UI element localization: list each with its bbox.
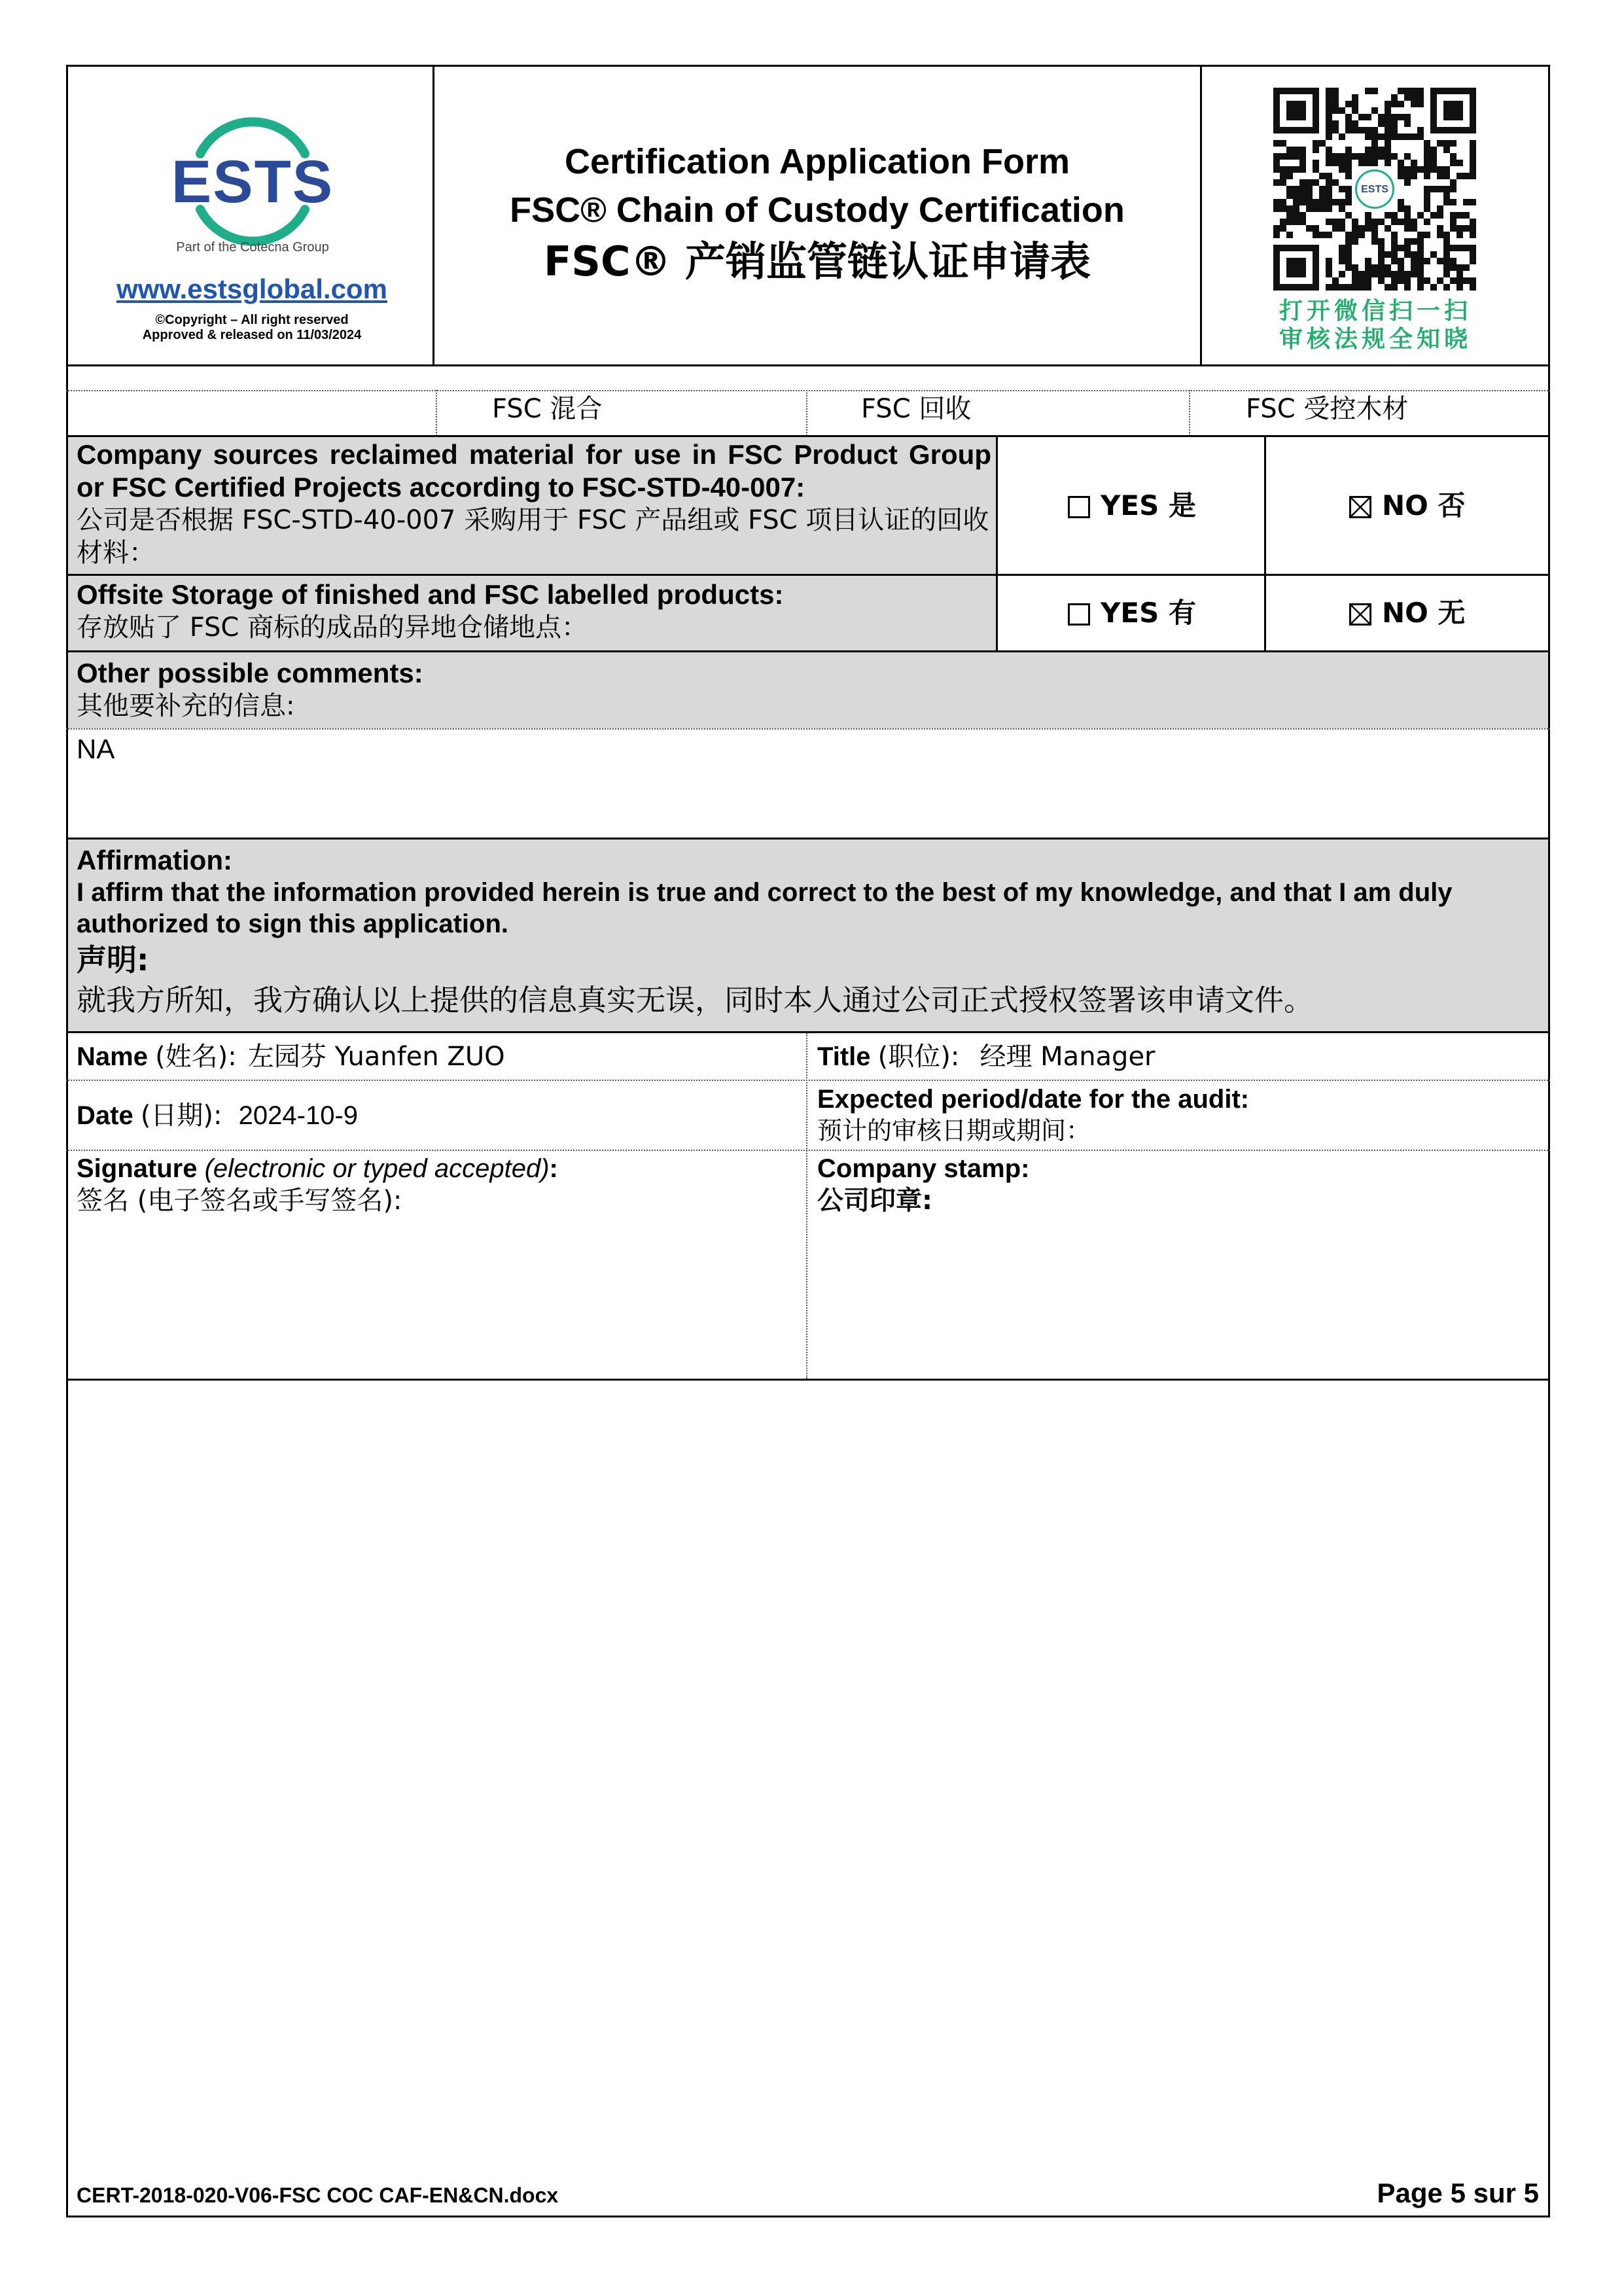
audit-label: Expected period/date for the audit: [817, 1085, 1250, 1114]
title-label-cn: (职位): [877, 1042, 960, 1072]
title-value: 经理 Manager [980, 1042, 1156, 1072]
reclaimed-divider-2 [1264, 435, 1266, 652]
comments-label-cn: 其他要补充的信息: [77, 691, 295, 721]
reclaimed-no-checkbox[interactable] [1349, 496, 1371, 518]
claim-fsc-recycled: FSC 回收 [861, 394, 972, 424]
claims-top-border [66, 390, 1550, 391]
ests-logo [164, 105, 341, 262]
title-line-3: FSC® 产销监管链认证申请表 [543, 238, 1091, 285]
qr-caption-2: 审核法规全知晓 [1279, 326, 1472, 353]
signature-label: Signature [77, 1154, 198, 1183]
date-label-cn: (日期): [140, 1101, 222, 1131]
claims-divider-2 [806, 390, 807, 436]
title-line-1: Certification Application Form [564, 142, 1070, 181]
offsite-no-checkbox[interactable] [1349, 603, 1371, 626]
affirmation-label-cn: 声明: [77, 942, 149, 978]
name-value: 左园芬 Yuanfen ZUO [247, 1042, 505, 1072]
reclaimed-label-cn: 公司是否根据 FSC-STD-40-007 采购用于 FSC 产品组或 FSC 项目认证的回收材料： [77, 505, 989, 568]
header-divider-right [1200, 65, 1202, 366]
signoff-center-divider [806, 1033, 807, 1379]
offsite-label-en: Offsite Storage of finished and FSC labelled products: [77, 579, 784, 610]
signoff-row1-divider [66, 1080, 1550, 1081]
header-bottom-border [66, 364, 1550, 366]
stamp-field[interactable] [817, 1153, 1030, 1217]
footer-page-number: Page 5 sur 5 [1377, 2178, 1539, 2208]
claim-fsc-controlled-wood: FSC 受控木材 [1246, 394, 1409, 424]
claims-divider-3 [1189, 390, 1190, 436]
reclaimed-no-label: NO 否 [1382, 489, 1466, 521]
affirmation-bottom-border [66, 1031, 1550, 1033]
audit-label-cn: 预计的审核日期或期间： [817, 1116, 1091, 1145]
signature-colon: : [549, 1154, 558, 1183]
comments-label-en: Other possible comments: [77, 658, 423, 688]
logo-tagline: Part of the Cotecna Group [176, 240, 329, 255]
name-label-cn: (姓名): [155, 1042, 237, 1072]
reclaimed-no-option[interactable] [1349, 489, 1465, 522]
date-field[interactable] [77, 1099, 358, 1132]
signature-field[interactable] [77, 1153, 558, 1217]
reclaimed-yes-label: YES 是 [1101, 489, 1196, 521]
offsite-no-label: NO 无 [1382, 597, 1466, 629]
signature-note: (electronic or typed accepted) [204, 1154, 550, 1183]
affirmation-text-cn: 就我方所知，我方确认以上提供的信息真实无误，同时本人通过公司正式授权签署该申请文件。 [77, 983, 1314, 1017]
signature-label-line [77, 1153, 558, 1184]
date-value: 2024-10-9 [238, 1101, 359, 1130]
signoff-row2-divider [66, 1150, 1550, 1151]
stamp-label: Company stamp: [817, 1154, 1030, 1183]
stamp-label-cn: 公司印章: [817, 1186, 932, 1216]
logo-wordmark: ESTS [171, 149, 334, 215]
qr-caption-1: 打开微信扫一扫 [1279, 298, 1472, 325]
qr-center-badge [1355, 169, 1394, 209]
page-frame [66, 65, 1550, 2217]
approved-text: Approved & released on 11/03/2024 [142, 328, 362, 342]
offsite-yes-label: YES 有 [1101, 597, 1196, 629]
copyright-text: ©Copyright – All right reserved [155, 313, 349, 327]
reclaimed-divider-1 [996, 435, 998, 652]
signoff-bottom-border [66, 1379, 1550, 1381]
website-link[interactable]: www.estsglobal.com [116, 274, 387, 304]
form-title [434, 137, 1200, 289]
comments-divider [66, 728, 1550, 730]
date-label: Date [77, 1101, 133, 1130]
title-line-2: FSC® Chain of Custody Certification [510, 190, 1125, 230]
offsite-no-option[interactable] [1349, 597, 1465, 629]
audit-date-field[interactable] [817, 1084, 1249, 1146]
comments-label [77, 657, 1536, 722]
offsite-label [77, 578, 991, 644]
qr-badge-text: ESTS [1361, 184, 1388, 195]
title-field[interactable] [817, 1040, 1156, 1073]
offsite-label-cn: 存放贴了 FSC 商标的成品的异地仓储地点： [77, 612, 588, 643]
offsite-yes-option[interactable] [1068, 597, 1196, 629]
reclaimed-yes-option[interactable] [1068, 489, 1196, 522]
footer-doc-ref: CERT-2018-020-V06-FSC COC CAF-EN&CN.docx [77, 2183, 559, 2207]
offsite-yes-checkbox[interactable] [1068, 603, 1090, 626]
reclaimed-yes-checkbox[interactable] [1068, 496, 1090, 518]
reclaimed-label [77, 438, 991, 569]
name-label: Name [77, 1042, 148, 1071]
affirmation-text-en: I affirm that the information provided herein is true and correct to the best of my knowledge, and that I am duly authorized to sign this application. [77, 878, 1453, 938]
title-label: Title [817, 1042, 871, 1071]
affirmation-label-en: Affirmation: [77, 845, 232, 875]
name-field[interactable] [77, 1040, 505, 1073]
qr-code [1273, 88, 1476, 291]
comments-value[interactable]: NA [77, 733, 115, 764]
claim-fsc-mix: FSC 混合 [492, 394, 603, 424]
affirmation-block [77, 844, 1541, 1021]
claims-divider-1 [436, 390, 437, 436]
signature-label-cn: 签名 (电子签名或手写签名): [77, 1186, 402, 1216]
reclaimed-label-en: Company sources reclaimed material for use in FSC Product Group or FSC Certified Projects according to FSC-STD-40-007: [77, 439, 991, 503]
